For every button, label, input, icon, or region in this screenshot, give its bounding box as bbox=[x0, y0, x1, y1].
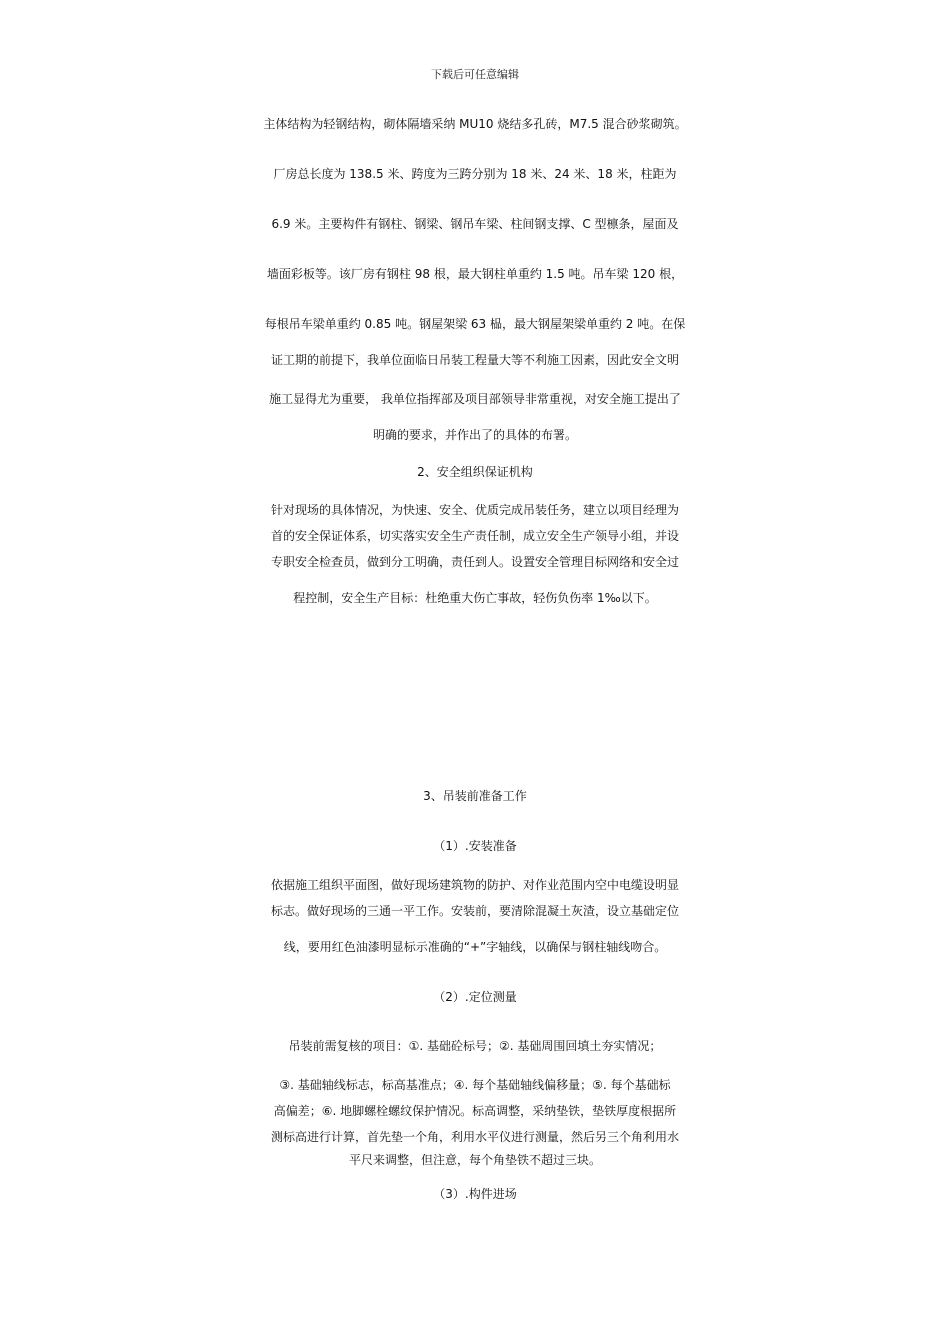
body-line: 施工显得尤为重要， 我单位指挥部及项目部领导非常重视，对安全施工提出了 bbox=[269, 392, 681, 406]
body-line: 依据施工组织平面图，做好现场建筑物的防护、对作业范围内空中电缆设明显 bbox=[270, 878, 679, 892]
body-line: 证工期的前提下，我单位面临日吊装工程量大等不利施工因素，因此安全文明 bbox=[270, 353, 679, 367]
body-line: 首的安全保证体系，切实落实安全生产责任制，成立安全生产领导小组，并设 bbox=[270, 529, 679, 543]
body-line: 6.9 米。主要构件有钢柱、钢梁、钢吊车梁、柱间钢支撑、C 型檩条，屋面及 bbox=[271, 217, 679, 231]
section-heading: 3、吊装前准备工作 bbox=[423, 789, 527, 803]
body-line: 吊装前需复核的项目：①. 基础砼标号；②. 基础周围回填土夯实情况； bbox=[288, 1039, 662, 1053]
subsection-heading: （3）.构件进场 bbox=[433, 1187, 517, 1201]
body-line: 程控制，安全生产目标：杜绝重大伤亡事故，轻伤负伤率 1‰以下。 bbox=[293, 591, 657, 605]
body-line: 高偏差；⑥. 地脚螺栓螺纹保护情况。标高调整，采纳垫铁，垫铁厚度根据所 bbox=[273, 1104, 677, 1118]
body-line: 厂房总长度为 138.5 米、跨度为三跨分别为 18 米、24 米、18 米，柱距为 bbox=[273, 167, 677, 181]
subsection-heading: （2）.定位测量 bbox=[433, 990, 517, 1004]
section-heading: 2、安全组织保证机构 bbox=[417, 465, 533, 479]
body-line: 平尺来调整，但注意，每个角垫铁不超过三块。 bbox=[348, 1153, 601, 1167]
body-line: 每根吊车梁单重约 0.85 吨。钢屋架梁 63 榀，最大钢屋架梁单重约 2 吨。在保 bbox=[264, 317, 686, 331]
body-line: 专职安全检查员，做到分工明确，责任到人。设置安全管理目标网络和安全过 bbox=[270, 555, 679, 569]
body-line: 墙面彩板等。该厂房有钢柱 98 根，最大钢柱单重约 1.5 吨。吊车梁 120 根， bbox=[266, 267, 684, 281]
body-line: 标志。做好现场的三通一平工作。安装前，要清除混凝土灰渣，设立基础定位 bbox=[270, 904, 679, 918]
body-line: 测标高进行计算，首先垫一个角，利用水平仪进行测量，然后另三个角利用水 bbox=[270, 1130, 679, 1144]
body-line: 线，要用红色油漆明显标示准确的“+”字轴线，以确保与钢柱轴线吻合。 bbox=[283, 940, 667, 954]
body-line: 明确的要求，并作出了的具体的布署。 bbox=[372, 428, 577, 442]
body-line: ③. 基础轴线标志，标高基准点；④. 每个基础轴线偏移量；⑤. 每个基础标 bbox=[279, 1078, 671, 1092]
body-line: 主体结构为轻钢结构，砌体隔墙采纳 MU10 烧结多孔砖，M7.5 混合砂浆砌筑。 bbox=[263, 117, 687, 131]
page-header: 下载后可任意编辑 bbox=[431, 68, 519, 81]
body-line: 针对现场的具体情况，为快速、安全、优质完成吊装任务，建立以项目经理为 bbox=[270, 503, 679, 517]
subsection-heading: （1）.安装准备 bbox=[433, 839, 517, 853]
